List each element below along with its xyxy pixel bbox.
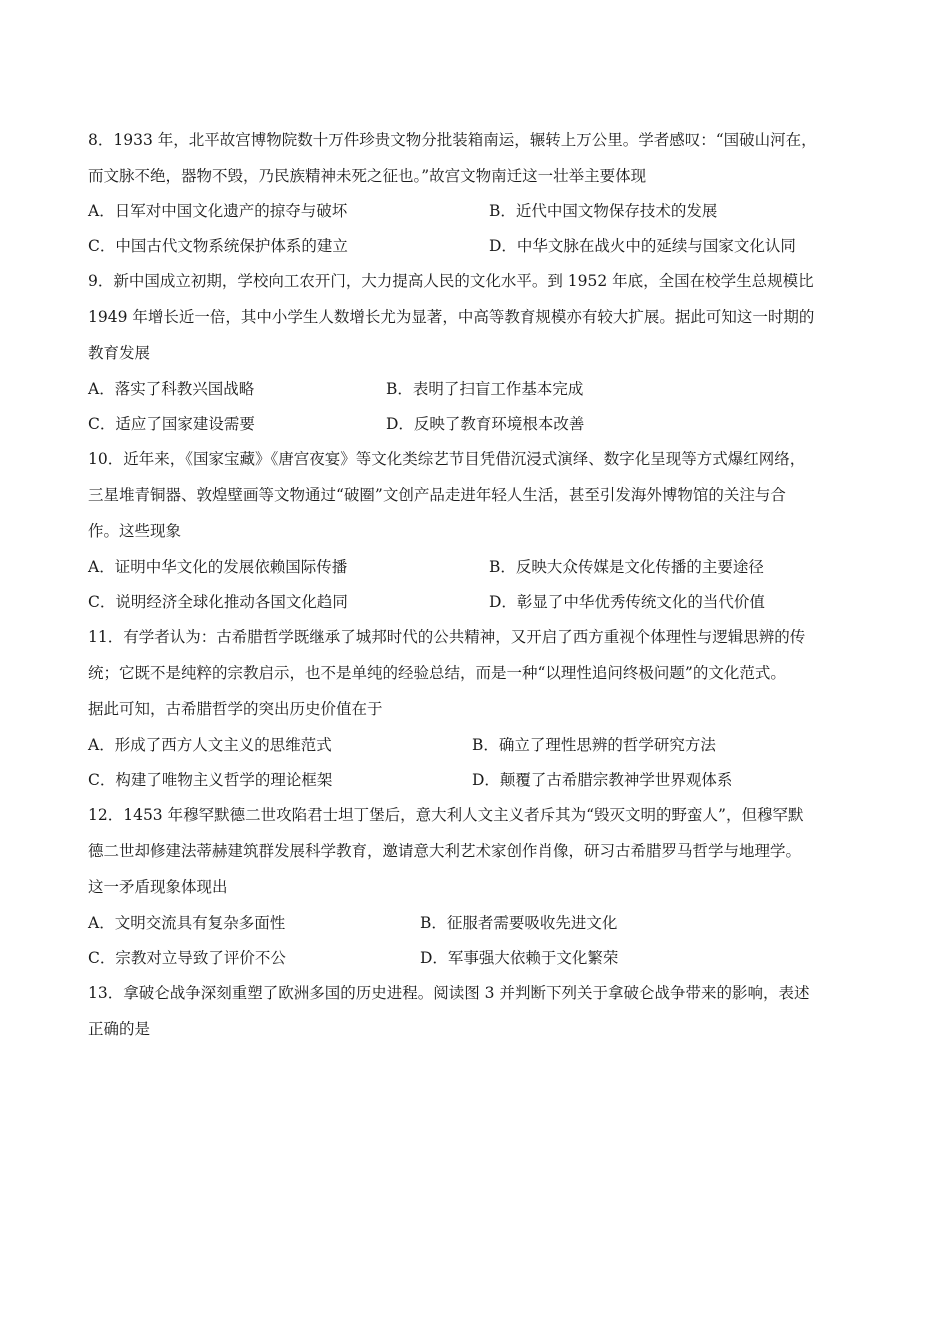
- question-13-stem-line-2: 正确的是: [88, 1020, 151, 1038]
- question-11-stem-line-1: 11．有学者认为：古希腊哲学既继承了城邦时代的公共精神，又开启了西方重视个体理性与逻辑思辨的传: [88, 628, 806, 646]
- question-8-stem-line-2: 而文脉不绝，器物不毁，乃民族精神未死之征也。”故宫文物南迁这一壮举主要体现: [88, 167, 647, 185]
- question-10-option-b: B．反映大众传媒是文化传播的主要途径: [489, 558, 764, 576]
- question-12-option-a: A．文明交流具有复杂多面性: [88, 914, 286, 932]
- question-9-stem-line-1: 9．新中国成立初期，学校向工农开门，大力提高人民的文化水平。到 1952 年底，全国在校学生总规模比: [88, 272, 814, 290]
- question-12-option-b: B．征服者需要吸收先进文化: [420, 914, 618, 932]
- question-11-option-b: B．确立了理性思辨的哲学研究方法: [472, 736, 716, 754]
- question-10-option-d: D．彰显了中华优秀传统文化的当代价值: [489, 593, 765, 611]
- question-13-stem-line-1: 13．拿破仑战争深刻重塑了欧洲多国的历史进程。阅读图 3 并判断下列关于拿破仑战争带来的影响，表述: [88, 984, 810, 1002]
- question-11-option-a: A．形成了西方人文主义的思维范式: [88, 736, 332, 754]
- question-8-option-a: A．日军对中国文化遗产的掠夺与破坏: [88, 202, 348, 220]
- question-11-option-d: D．颠覆了古希腊宗教神学世界观体系: [472, 771, 733, 789]
- question-11-option-c: C．构建了唯物主义哲学的理论框架: [88, 771, 333, 789]
- question-12-option-c: C．宗教对立导致了评价不公: [88, 949, 286, 967]
- question-11-stem-line-3: 据此可知，古希腊哲学的突出历史价值在于: [88, 700, 383, 718]
- question-9-stem-line-3: 教育发展: [88, 344, 151, 362]
- question-9-stem-line-2: 1949 年增长近一倍，其中小学生人数增长尤为显著，中高等教育规模亦有较大扩展。据此可知这一时期的: [88, 308, 815, 326]
- question-12-stem-line-1: 12．1453 年穆罕默德二世攻陷君士坦丁堡后，意大利人文主义者斥其为“毁灭文明的野蛮人”，但穆罕默: [88, 806, 804, 824]
- question-8-option-d: D．中华文脉在战火中的延续与国家文化认同: [489, 237, 796, 255]
- question-9-option-c: C．适应了国家建设需要: [88, 415, 255, 433]
- question-9-option-a: A．落实了科教兴国战略: [88, 380, 255, 398]
- question-10-stem-line-1: 10．近年来，《国家宝藏》《唐宫夜宴》等文化类综艺节目凭借沉浸式演绎、数字化呈现等方式爆红网络，: [88, 450, 806, 468]
- question-11-stem-line-2: 统；它既不是纯粹的宗教启示，也不是单纯的经验总结，而是一种“以理性追问终极问题”的文化范式。: [88, 664, 786, 682]
- question-8-option-b: B．近代中国文物保存技术的发展: [489, 202, 718, 220]
- question-10-option-a: A．证明中华文化的发展依赖国际传播: [88, 558, 348, 576]
- question-12-stem-line-2: 德二世却修建法蒂赫建筑群发展科学教育，邀请意大利艺术家创作肖像，研习古希腊罗马哲学与地理学。: [88, 842, 802, 860]
- question-10-stem-line-3: 作。这些现象: [88, 522, 182, 540]
- question-8-stem-line-1: 8．1933 年，北平故宫博物院数十万件珍贵文物分批装箱南运，辗转上万公里。学者感叹：“国破山河在，: [88, 131, 817, 149]
- question-9-option-d: D．反映了教育环境根本改善: [386, 415, 585, 433]
- question-10-stem-line-2: 三星堆青铜器、敦煌壁画等文物通过“破圈”文创产品走进年轻人生活，甚至引发海外博物馆的关注与合: [88, 486, 786, 504]
- question-8-option-c: C．中国古代文物系统保护体系的建立: [88, 237, 348, 255]
- question-9-option-b: B．表明了扫盲工作基本完成: [386, 380, 584, 398]
- question-12-stem-line-3: 这一矛盾现象体现出: [88, 878, 228, 896]
- question-12-option-d: D．军事强大依赖于文化繁荣: [420, 949, 619, 967]
- question-10-option-c: C．说明经济全球化推动各国文化趋同: [88, 593, 348, 611]
